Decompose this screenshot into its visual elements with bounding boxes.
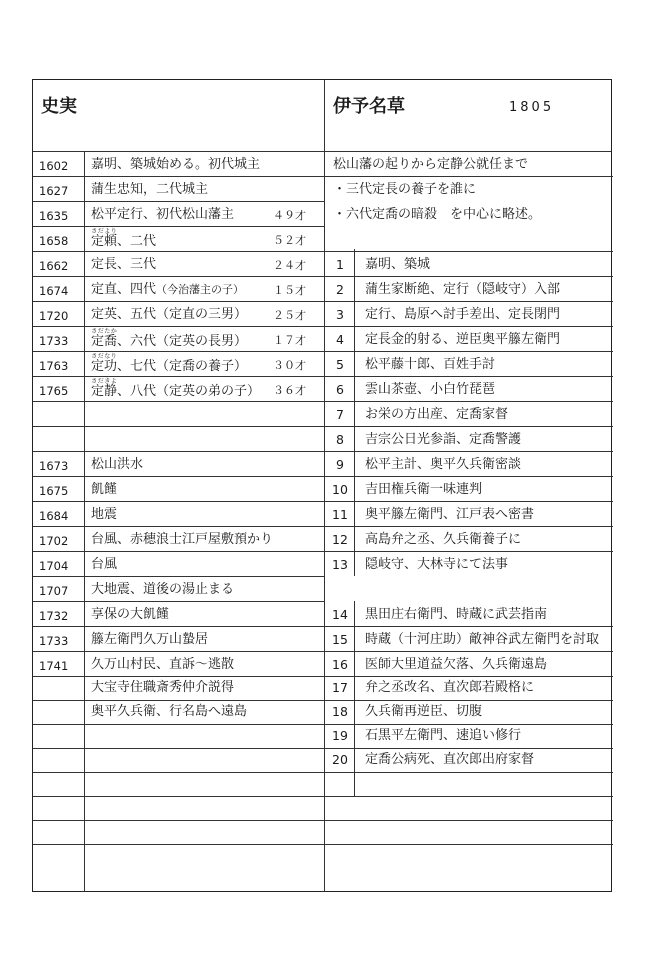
row-divider: [33, 796, 324, 797]
history-year: 1635: [39, 209, 69, 223]
history-event: 定喬さだたか、六代（定英の長男）: [91, 328, 248, 349]
row-divider: [324, 351, 613, 352]
row-divider: [33, 676, 324, 677]
row-divider: [324, 820, 613, 821]
row-divider: [324, 401, 613, 402]
row-divider: [33, 601, 324, 602]
row-divider: [324, 676, 613, 677]
chronology-table: [32, 79, 612, 892]
column-divider-right-lower: [354, 601, 355, 796]
row-divider: [33, 526, 324, 527]
row-divider: [33, 176, 324, 177]
intro-line-1: 松山藩の起りから定静公就任まで: [333, 157, 529, 172]
row-divider: [33, 700, 324, 701]
row-divider: [33, 844, 324, 845]
history-age: ３０才: [273, 359, 306, 372]
history-event: 大地震、道後の湯止まる: [91, 582, 235, 597]
iyo-nagusa-header: 伊予名草: [333, 96, 405, 117]
history-year: 1704: [39, 559, 69, 573]
history-event: 蒲生忠知，二代城主: [91, 182, 209, 197]
row-divider: [324, 700, 613, 701]
history-event: 定頼さだより、二代: [91, 228, 157, 249]
row-divider: [33, 251, 324, 252]
chapter-number: 6: [336, 382, 344, 397]
history-event: 定功さだなり、七代（定喬の養子）: [91, 353, 248, 374]
row-divider: [324, 748, 613, 749]
row-divider: [33, 551, 324, 552]
history-event: 久万山村民、直訴～逃散: [91, 657, 235, 672]
history-event: 台風、赤穂浪士江戸屋敷預かり: [91, 532, 274, 547]
history-age: ３６才: [273, 384, 306, 397]
chapter-title: 高島弁之丞、久兵衛養子に: [365, 532, 522, 547]
history-event: 定長、三代: [91, 257, 157, 272]
chapter-number: 11: [332, 507, 348, 522]
row-divider: [33, 401, 324, 402]
history-year: 1733: [39, 334, 69, 348]
chapter-title: 医師大里道益欠落、久兵衛遠島: [365, 657, 548, 672]
history-event: 台風: [91, 557, 118, 572]
chapter-title: 定長金的射る、逆臣奥平籐左衛門: [365, 332, 561, 347]
furigana-name: 定頼さだより: [91, 228, 118, 249]
history-age: ２５才: [273, 309, 306, 322]
row-divider: [324, 626, 613, 627]
history-event: 籐左衛門久万山蟄居: [91, 632, 209, 647]
chapter-number: 8: [336, 432, 344, 447]
header-divider: [33, 151, 611, 152]
row-divider: [324, 376, 613, 377]
chapter-title: 松平主計、奥平久兵衛密談: [365, 457, 522, 472]
chapter-number: 19: [332, 728, 348, 743]
row-divider: [33, 301, 324, 302]
chapter-title: 弁之丞改名、直次郎若殿格に: [365, 680, 535, 695]
row-divider: [324, 651, 613, 652]
row-divider: [33, 820, 324, 821]
history-event: 地震: [91, 507, 118, 522]
chapter-number: 9: [336, 457, 344, 472]
row-divider: [33, 201, 324, 202]
row-divider: [33, 426, 324, 427]
chapter-number: 14: [332, 607, 348, 622]
chapter-number: 12: [332, 532, 348, 547]
row-divider: [33, 772, 324, 773]
row-divider: [33, 724, 324, 725]
chapter-number: 5: [336, 357, 344, 372]
row-divider: [324, 301, 613, 302]
row-divider: [324, 451, 613, 452]
row-divider: [33, 226, 324, 227]
row-divider: [324, 426, 613, 427]
furigana-name: 定功さだなり: [91, 353, 118, 374]
row-divider: [33, 326, 324, 327]
row-divider: [33, 651, 324, 652]
chapter-title: 久兵衛再逆臣、切腹: [365, 704, 483, 719]
intro-line-2: ・三代定長の養子を誰に: [333, 182, 477, 197]
history-event: 嘉明、築城始める。初代城主: [91, 157, 261, 172]
chapter-number: 10: [332, 482, 348, 497]
chapter-number: 15: [332, 632, 348, 647]
chapter-number: 18: [332, 704, 348, 719]
chapter-title: 定行、島原へ討手差出、定長閉門: [365, 307, 561, 322]
chapter-title: 蒲生家断絶、定行（隠岐守）入部: [365, 282, 561, 297]
row-divider: [33, 476, 324, 477]
row-divider: [324, 276, 613, 277]
row-divider: [324, 772, 613, 773]
history-age: ５２才: [273, 234, 306, 247]
history-year: 1627: [39, 184, 69, 198]
row-divider: [33, 451, 324, 452]
history-year: 1684: [39, 509, 69, 523]
chapter-title: 黒田庄右衛門、時蔵に武芸指南: [365, 607, 548, 622]
history-event: 松山洪水: [91, 457, 144, 472]
chapter-number: 17: [332, 680, 348, 695]
history-event: 享保の大飢饉: [91, 607, 170, 622]
history-event: 定英、五代（定直の三男）: [91, 307, 248, 322]
chapter-title: 嘉明、築城: [365, 257, 431, 272]
history-year: 1674: [39, 284, 69, 298]
row-divider: [324, 176, 613, 177]
chapter-title: 松平藤十郎、百姓手討: [365, 357, 496, 372]
row-divider: [324, 551, 613, 552]
chapter-title: 隠岐守、大林寺にて法事: [365, 557, 509, 572]
chapter-number: 13: [332, 557, 348, 572]
row-divider: [33, 626, 324, 627]
row-divider: [324, 796, 613, 797]
chapter-number: 16: [332, 657, 348, 672]
chapter-title: 吉田権兵衛一味連判: [365, 482, 483, 497]
chapter-number: 20: [332, 752, 348, 767]
history-year: 1765: [39, 384, 69, 398]
history-age: ４９才: [273, 209, 306, 222]
history-year: 1673: [39, 459, 69, 473]
history-year: 1675: [39, 484, 69, 498]
chapter-title: 奥平籐左衛門、江戸表へ密書: [365, 507, 535, 522]
chapter-number: 7: [336, 407, 344, 422]
history-event: 松平定行、初代松山藩主: [91, 207, 235, 222]
chapter-number: 4: [336, 332, 344, 347]
history-year: 1707: [39, 584, 69, 598]
furigana-name: 定静さだきよ: [91, 378, 118, 399]
chapter-number: 2: [336, 282, 344, 297]
row-divider: [33, 276, 324, 277]
chapter-title: 吉宗公日光参詣、定喬警護: [365, 432, 522, 447]
furigana-name: 定喬さだたか: [91, 328, 118, 349]
history-event: 奥平久兵衛、行名島へ遠島: [91, 704, 248, 719]
history-year: 1732: [39, 609, 69, 623]
history-age: ２４才: [273, 259, 306, 272]
row-divider: [33, 748, 324, 749]
row-divider: [33, 376, 324, 377]
row-divider: [324, 326, 613, 327]
column-divider-left: [84, 151, 85, 891]
history-year: 1763: [39, 359, 69, 373]
row-divider: [324, 251, 613, 252]
history-header: 史実: [41, 96, 77, 117]
history-year: 1658: [39, 234, 69, 248]
chapter-title: 雲山茶壺、小白竹琵琶: [365, 382, 496, 397]
chapter-number: 3: [336, 307, 344, 322]
row-divider: [324, 844, 613, 845]
chapter-number: 1: [336, 257, 344, 272]
history-year: 1720: [39, 309, 69, 323]
history-age: １５才: [273, 284, 306, 297]
publication-year: 1805: [509, 100, 555, 115]
history-year: 1702: [39, 534, 69, 548]
column-divider-center: [324, 80, 325, 891]
row-divider: [324, 526, 613, 527]
chapter-title: 定喬公病死、直次郎出府家督: [365, 752, 535, 767]
history-year: 1662: [39, 259, 69, 273]
history-year: 1741: [39, 659, 69, 673]
history-age: １７才: [273, 334, 306, 347]
row-divider: [33, 501, 324, 502]
history-year: 1733: [39, 634, 69, 648]
chapter-title: 石黒平左衛門、速追い修行: [365, 728, 522, 743]
history-year: 1602: [39, 159, 69, 173]
chapter-title: 時蔵（十河庄助）敵神谷武左衛門を討取: [365, 632, 600, 647]
history-event: 飢饉: [91, 482, 118, 497]
row-divider: [324, 476, 613, 477]
row-divider: [324, 724, 613, 725]
row-divider: [324, 501, 613, 502]
intro-line-3: ・六代定喬の暗殺 を中心に略述。: [333, 207, 542, 222]
history-event: 大宝寺住職斎秀仲介説得: [91, 680, 235, 695]
chapter-title: お栄の方出産、定喬家督: [365, 407, 509, 422]
history-event: 定直、四代（今治藩主の子）: [91, 282, 245, 297]
row-divider: [33, 576, 324, 577]
row-divider: [33, 351, 324, 352]
history-event: 定静さだきよ、八代（定英の弟の子）: [91, 378, 261, 399]
